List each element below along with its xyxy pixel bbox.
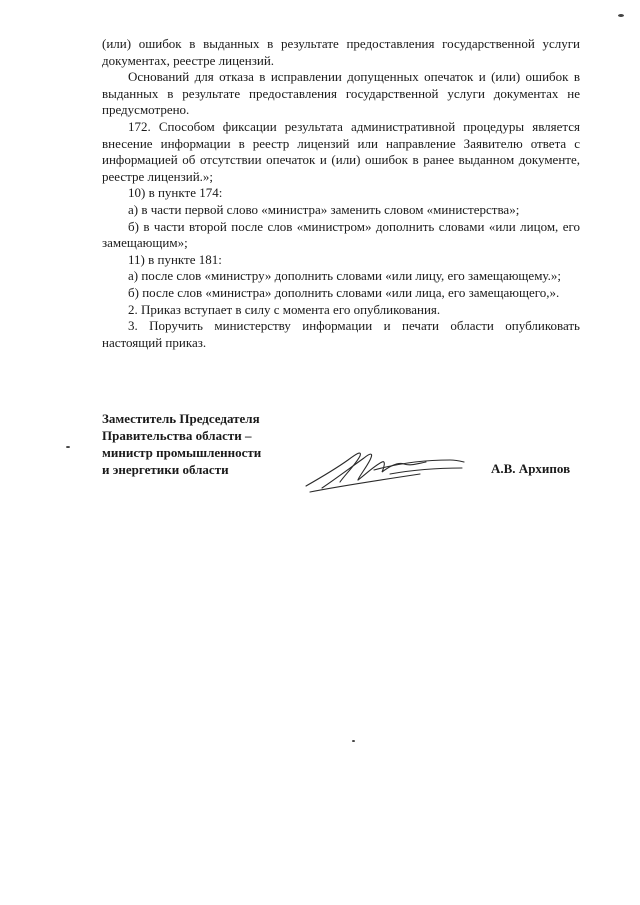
scan-speck — [66, 446, 70, 448]
paragraph-item-10a: а) в части первой слово «министра» заменить словом «министерства»; — [128, 201, 520, 217]
signatory-title-line: Правительства области – — [102, 428, 252, 443]
signatory-title — [102, 410, 261, 478]
signatory-title-line: министр промышленности — [102, 445, 262, 460]
signatory-title-line: и энергетики области — [102, 462, 229, 477]
paragraph-item-10b: б) в части второй после слов «министром» дополнить словами «или лицом, его замещающим»; — [102, 218, 580, 251]
paragraph-order-effective: 2. Приказ вступает в силу с момента его опубликования. — [128, 301, 441, 317]
paragraph-172: 172. Способом фиксации результата административной процедуры является внесение информации в реестр лицензий или направление Заявителю ответа с информацией об отсутствии опечаток и (или) ошибок в ранее выданном документе, реестре лицензий.»; — [102, 118, 580, 184]
document-body — [102, 36, 580, 351]
paragraph-order-publish: 3. Поручить министерству информации и печати области опубликовать настоящий приказ. — [102, 318, 580, 350]
paragraph-item-11a: а) после слов «министру» дополнить словами «или лицу, его замещающему.»; — [128, 268, 561, 284]
handwritten-signature — [300, 440, 480, 496]
paragraph-item-10: 10) в пункте 174: — [128, 185, 223, 201]
paragraph-continuation: (или) ошибок в выданных в результате предоставления государственной услуги документах, реестре лицензий. — [102, 36, 580, 68]
scan-speck — [618, 14, 624, 17]
scan-speck — [352, 740, 355, 742]
signatory-title-line: Заместитель Председателя — [102, 411, 260, 426]
signatory-name: А.В. Архипов — [491, 461, 571, 476]
paragraph-no-grounds-refusal: Оснований для отказа в исправлении допущенных опечаток и (или) ошибок в выданных в результате предоставления государственной услуги документах не предусмотрено. — [102, 69, 580, 118]
paragraph-item-11: 11) в пункте 181: — [128, 251, 222, 267]
paragraph-item-11b: б) после слов «министра» дополнить словами «или лица, его замещающего,». — [128, 284, 560, 300]
